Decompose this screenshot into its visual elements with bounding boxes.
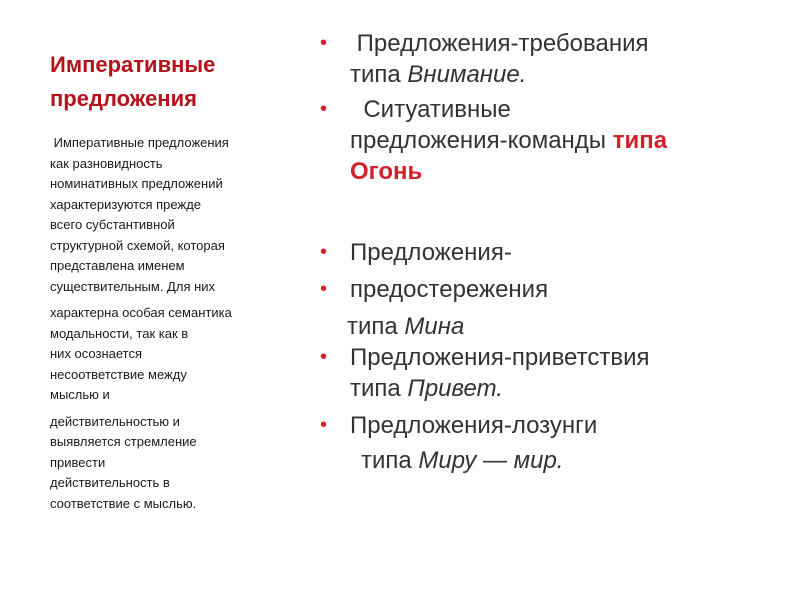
bullet-icon: •: [320, 346, 328, 368]
paragraph-line: как разновидность: [50, 155, 163, 171]
bullet-item-demands: [320, 28, 790, 90]
bullet-text-part: предложения-команды: [350, 127, 613, 154]
bullet-icon: •: [320, 278, 328, 300]
type-word: типа: [347, 313, 405, 340]
paragraph-line: действительностью и: [50, 413, 180, 429]
bullet-continuation: [320, 311, 790, 342]
bullet-text: [350, 373, 790, 404]
left-paragraph: [50, 133, 310, 514]
paragraph-line: Императивные предложения: [50, 135, 229, 150]
bullet-icon: •: [320, 98, 328, 120]
example-word: Миру — мир.: [418, 447, 564, 474]
paragraph-line: модальности, так как в: [50, 325, 189, 341]
type-word: типа: [350, 61, 408, 88]
type-word: типа: [361, 447, 419, 474]
example-word: Привет.: [407, 375, 503, 402]
bullet-item-commands: [320, 94, 790, 187]
bullet-text: предостережения: [350, 276, 549, 303]
paragraph-line: них осознается: [50, 346, 143, 361]
bullet-text: Предложения-лозунги: [350, 412, 598, 439]
paragraph-line: представлена именем: [50, 258, 185, 273]
paragraph-line: характерна особая семантика: [50, 305, 232, 320]
bullet-item-slogans: [320, 410, 790, 441]
bullet-list: [320, 28, 790, 476]
paragraph-line: структурной схемой, которая: [50, 237, 225, 253]
bullet-continuation: [320, 445, 790, 476]
example-word: Мина: [404, 313, 465, 340]
example-word-highlight: Огонь: [350, 158, 423, 185]
paragraph-line: несоответствие между: [50, 366, 187, 382]
bullet-text: [361, 445, 790, 476]
bullet-icon: •: [320, 241, 328, 263]
paragraph-line: соответствие с мыслью.: [50, 495, 197, 511]
paragraph-line: привести: [50, 454, 106, 470]
paragraph-line: мыслью и: [50, 387, 110, 402]
paragraph-line: номинативных предложений: [50, 176, 223, 191]
example-word: Внимание.: [407, 61, 527, 88]
paragraph-line: всего субстантивной: [50, 217, 175, 232]
bullet-icon: •: [320, 32, 328, 54]
bullet-text: [350, 125, 790, 156]
bullet-text: [350, 59, 790, 90]
bullet-item-warnings-b: [320, 274, 790, 305]
title-line-1: Императивные: [50, 52, 216, 77]
slide-title: [50, 48, 300, 116]
bullet-icon: •: [320, 414, 328, 436]
paragraph-line: выявляется стремление: [50, 434, 197, 449]
paragraph-line: действительность в: [50, 475, 170, 490]
paragraph-line: характеризуются прежде: [50, 196, 202, 212]
bullet-item-greetings: [320, 342, 790, 404]
paragraph-line: существительным. Для них: [50, 278, 216, 294]
bullet-item-warnings-a: [320, 237, 790, 268]
type-word: типа: [350, 375, 408, 402]
bullet-text: Предложения-требования: [350, 30, 649, 57]
bullet-text: [347, 311, 790, 342]
spacer: [320, 187, 790, 237]
bullet-text: Ситуативные: [350, 96, 511, 123]
bullet-text: Предложения-: [350, 239, 512, 266]
bullet-text: Предложения-приветствия: [350, 344, 650, 371]
title-line-2: предложения: [50, 86, 197, 111]
type-word-highlight: типа: [612, 127, 668, 154]
